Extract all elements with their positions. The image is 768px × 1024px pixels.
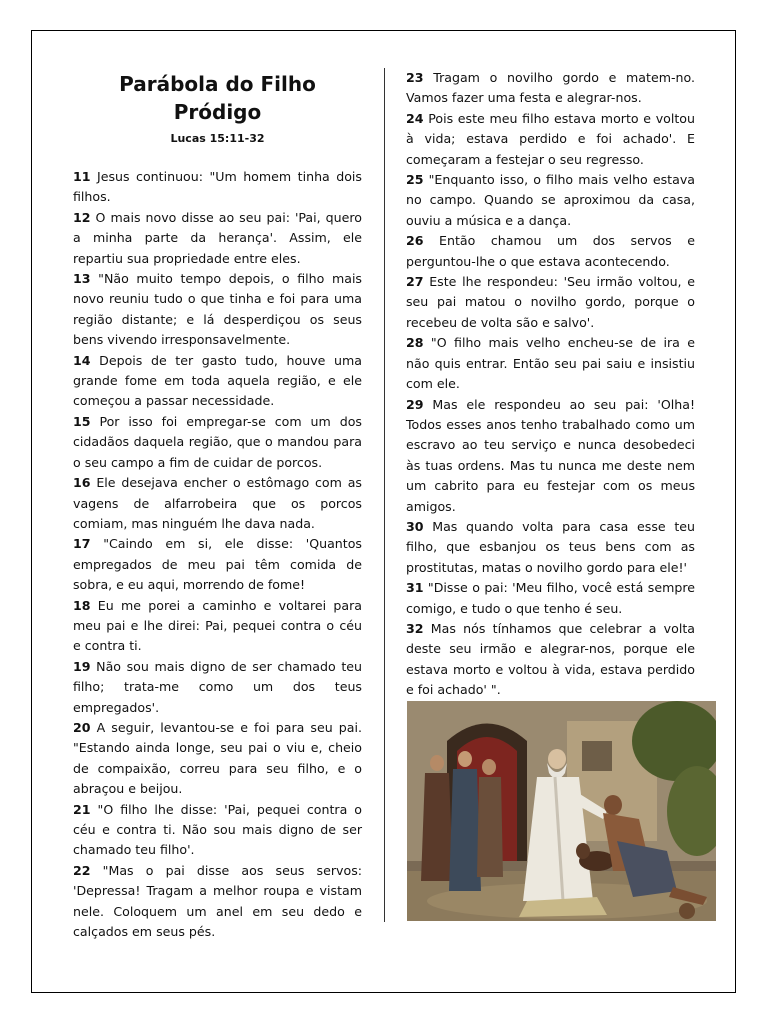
right-verse-list [406, 68, 695, 701]
verse-text: "Disse o pai: 'Meu filho, você está sempre comigo, e tudo o que tenho é seu. [406, 580, 695, 616]
verse [406, 170, 695, 231]
verse [73, 861, 362, 943]
verse-text: "Mas o pai disse aos seus servos: 'Depressa! Tragam a melhor roupa e vistam nele. Coloquem um anel em seu dedo e calçados em seus pés. [73, 862, 362, 940]
verse-text: Mas nós tínhamos que celebrar a volta deste seu irmão e alegrar-nos, porque ele estava morto e voltou à vida, estava perdido e foi achado' ". [406, 620, 695, 698]
verse-text: Mas ele respondeu ao seu pai: 'Olha! Todos esses anos tenho trabalhado como um escravo ao teu serviço e nunca desobedeci às tuas ordens. Mas tu nunca me deste nem um cabrito para eu festejar com os meus amigos. [406, 396, 695, 514]
verse [406, 395, 695, 517]
verse-text: Pois este meu filho estava morto e voltou à vida; estava perdido e foi achado'. E começaram a festejar o seu regresso. [406, 110, 695, 167]
verse-number: 32 [406, 620, 424, 636]
verse-text: "Caindo em si, ele disse: 'Quantos empregados de meu pai têm comida de sobra, e eu aqui, morrendo de fome! [73, 536, 362, 593]
verse [406, 109, 695, 170]
verse-number: 21 [73, 801, 91, 817]
verse [406, 68, 695, 109]
verse-number: 24 [406, 110, 424, 126]
verse [73, 412, 362, 473]
scripture-reference: Lucas 15:11-32 [170, 132, 265, 145]
verse-text: O mais novo disse ao seu pai: 'Pai, quero a minha parte da herança'. Assim, ele repartiu sua propriedade entre eles. [73, 209, 362, 266]
verse [406, 231, 695, 272]
verse [73, 473, 362, 534]
column-divider [384, 68, 385, 922]
verse [406, 333, 695, 394]
verse-number: 14 [73, 352, 91, 368]
verse-text: "Enquanto isso, o filho mais velho estava no campo. Quando se aproximou da casa, ouviu a música e a dança. [406, 172, 695, 228]
verse-number: 26 [406, 233, 424, 249]
verse-number: 31 [406, 580, 424, 596]
verse [406, 578, 695, 619]
left-column [73, 70, 362, 942]
verse-number: 17 [73, 536, 91, 552]
verse [406, 272, 695, 333]
right-column [406, 68, 695, 701]
verse-text: Depois de ter gasto tudo, houve uma grande fome em toda aquela região, e ele começou a passar necessidade. [73, 352, 362, 409]
verse-text: Por isso foi empregar-se com um dos cidadãos daquela região, que o mandou para o seu campo a fim de cuidar de porcos. [73, 413, 362, 470]
verse-number: 22 [73, 862, 91, 878]
verse-text: "O filho lhe disse: 'Pai, pequei contra o céu e contra ti. Não sou mais digno de ser chamado teu filho'. [73, 801, 362, 858]
verse-number: 27 [406, 274, 424, 290]
verse [73, 269, 362, 351]
verse [73, 718, 362, 800]
verse [406, 619, 695, 701]
verse [73, 534, 362, 595]
verse-text: A seguir, levantou-se e foi para seu pai. "Estando ainda longe, seu pai o viu e, cheio de compaixão, correu para seu filho, e o abraçou e beijou. [73, 719, 362, 797]
verse [73, 596, 362, 657]
verse-text: Mas quando volta para casa esse teu filho, que esbanjou os teus bens com as prostitutas, matas o novilho gordo para ele!' [406, 518, 695, 575]
verse-text: "O filho mais velho encheu-se de ira e não quis entrar. Então seu pai saiu e insistiu com ele. [406, 335, 695, 392]
verse [406, 517, 695, 578]
verse-number: 16 [73, 475, 91, 491]
verse-text: "Não muito tempo depois, o filho mais novo reuniu tudo o que tinha e foi para uma região distante; e lá desperdiçou os seus bens vivendo irresponsavelmente. [73, 271, 362, 348]
verse-text: Jesus continuou: "Um homem tinha dois filhos. [73, 169, 362, 205]
verse-number: 30 [406, 518, 424, 534]
verse-text: Ele desejava encher o estômago com as vagens de alfarrobeira que os porcos comiam, mas ninguém lhe dava nada. [73, 475, 362, 531]
page-title: Parábola do Filho Pródigo [119, 72, 316, 124]
verse-number: 13 [73, 271, 91, 287]
verse-text: Então chamou um dos servos e perguntou-lhe o que estava acontecendo. [406, 233, 695, 269]
verse-number: 29 [406, 396, 424, 412]
left-verse-list [73, 167, 362, 942]
verse [73, 208, 362, 269]
verse-number: 15 [73, 413, 91, 429]
verse [73, 351, 362, 412]
verse-number: 19 [73, 658, 91, 674]
verse-number: 25 [406, 172, 424, 188]
verse [73, 657, 362, 718]
verse-text: Eu me porei a caminho e voltarei para meu pai e lhe direi: Pai, pequei contra o céu e contra ti. [73, 597, 362, 654]
verse-text: Tragam o novilho gordo e matem-no. Vamos fazer uma festa e alegrar-nos. [406, 70, 695, 106]
prodigal-son-painting [407, 701, 716, 921]
verse-number: 23 [406, 70, 424, 85]
verse [73, 800, 362, 861]
verse-number: 20 [73, 719, 91, 735]
verse-number: 11 [73, 169, 91, 184]
verse-number: 18 [73, 597, 91, 613]
verse-text: Este lhe respondeu: 'Seu irmão voltou, e seu pai matou o novilho gordo, porque o recebeu de volta são e salvo'. [406, 274, 695, 330]
verse-number: 12 [73, 209, 91, 225]
verse-text: Não sou mais digno de ser chamado teu filho; trata-me como um dos teus empregados'. [73, 658, 362, 715]
verse-number: 28 [406, 335, 424, 351]
verse [73, 167, 362, 208]
